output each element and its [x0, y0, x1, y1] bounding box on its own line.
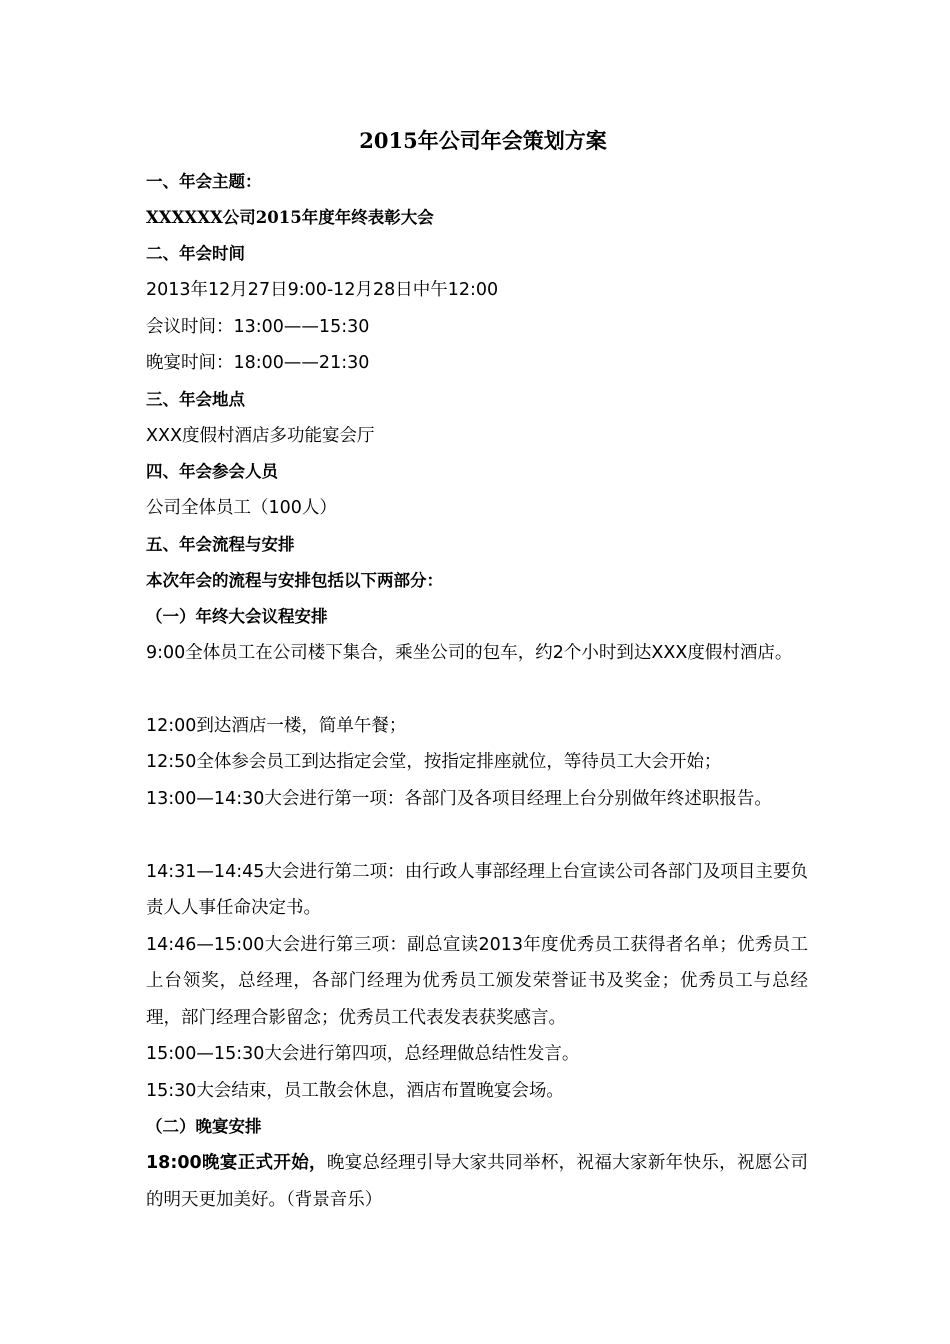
banquet-start-bold: 18:00晚宴正式开始，: [146, 1153, 327, 1173]
agenda-item: 12:00到达酒店一楼，简单午餐；: [146, 715, 407, 736]
section-heading-process: 五、年会流程与安排: [146, 534, 295, 554]
part2-heading: （二）晚宴安排: [146, 1117, 262, 1136]
banquet-paragraph: [146, 1145, 808, 1218]
process-intro: 本次年会的流程与安排包括以下两部分：: [146, 570, 443, 590]
part1-heading: （一）年终大会议程安排: [146, 606, 328, 626]
agenda-item: 13:00—14:30大会进行第一项：各部门及各项目经理上台分别做年终述职报告。: [146, 788, 772, 809]
document-title: 2015年公司年会策划方案: [359, 128, 607, 153]
meeting-time: 会议时间：13:00——15:30: [146, 316, 370, 337]
attendees-text: 公司全体员工（100人）: [146, 498, 337, 518]
agenda-item: 15:30大会结束，员工散会休息，酒店布置晚宴会场。: [146, 1080, 564, 1101]
agenda-item: 14:31—14:45大会进行第二项：由行政人事部经理上台宣读公司各部门及项目主要负责人人事任命决定书。: [146, 861, 808, 918]
section-heading-venue: 三、年会地点: [146, 389, 245, 409]
banquet-description: 晚宴总经理引导大家共同举杯，祝福大家新年快乐，祝愿公司的明天更加美好。（背景音乐）: [146, 1153, 808, 1210]
document-page: [146, 118, 808, 1218]
section-heading-attendees: 四、年会参会人员: [146, 462, 278, 481]
section-heading-time: 二、年会时间: [146, 244, 245, 263]
section-heading-theme: 一、年会主题：: [146, 172, 262, 191]
agenda-item: 14:46—15:00大会进行第三项：副总宣读2013年度优秀员工获得者名单；优秀员工上台领奖，总经理，各部门经理为优秀员工颁发荣誉证书及奖金；优秀员工与总经理，部门经理合影留念；优秀员工代表发表获奖感言。: [146, 934, 808, 1028]
banquet-time: 晚宴时间：18:00——21:30: [146, 353, 370, 373]
agenda-item: 15:00—15:30大会进行第四项，总经理做总结性发言。: [146, 1044, 580, 1064]
venue-text: XXX度假村酒店多功能宴会厅: [146, 425, 375, 446]
agenda-item: 12:50全体参会员工到达指定会堂，按指定排座就位，等待员工大会开始；: [146, 752, 722, 772]
theme-text: XXXXXX公司2015年度年终表彰大会: [146, 208, 434, 227]
agenda-item: 9:00全体员工在公司楼下集合，乘坐公司的包车，约2个小时到达XXX度假村酒店。: [146, 642, 793, 663]
event-date: 2013年12月27日9:00-12月28日中午12:00: [146, 280, 499, 300]
